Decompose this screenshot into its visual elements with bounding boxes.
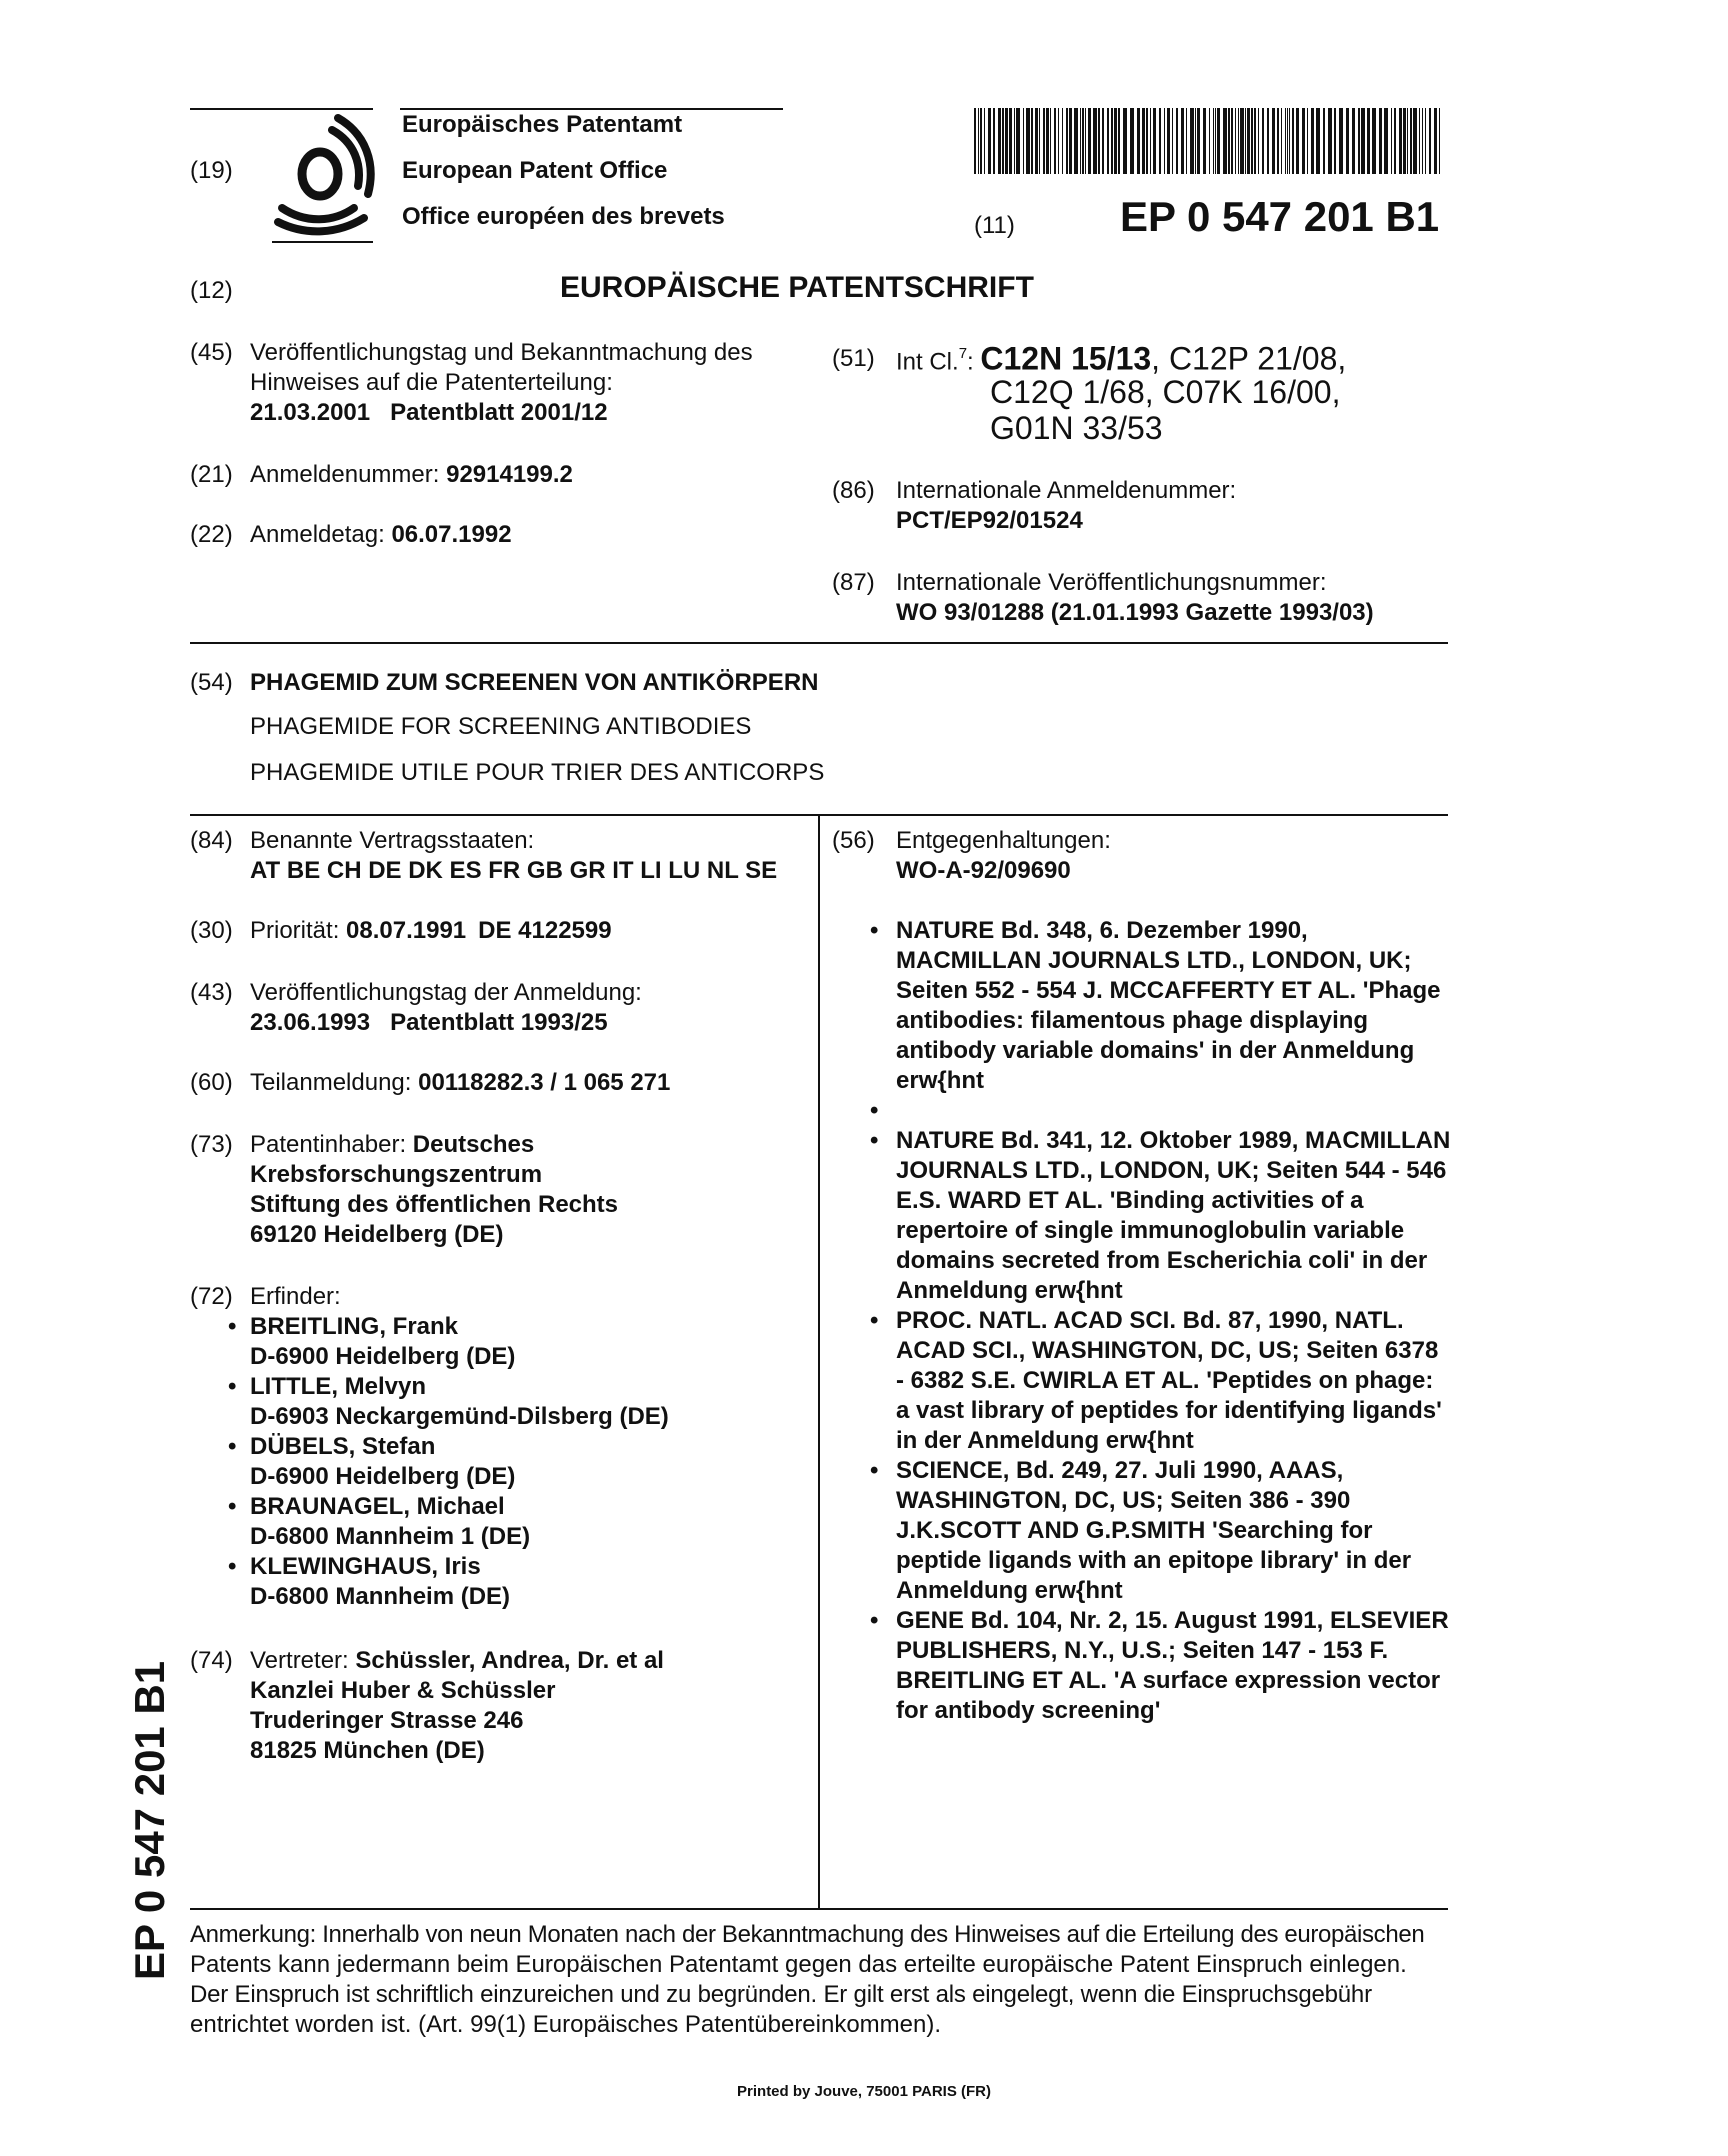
inventor-address: D-6800 Mannheim (DE) (250, 1583, 511, 1610)
field-43-value (250, 1008, 608, 1038)
field-21-label: Anmeldenummer: (250, 461, 440, 488)
inventor-address: D-6900 Heidelberg (DE) (250, 1343, 516, 1370)
int-cl-line1: Int Cl.$^7$: C12N 15/13, C12P 21/08, (896, 340, 1347, 377)
field-87-label: Internationale Veröffentlichungsnummer: (896, 569, 1327, 596)
field-43-bulletin: Patentblatt 1993/25 (390, 1009, 608, 1036)
citation-line: Anmeldung erw{hnt (896, 1577, 1123, 1604)
field-30 (250, 916, 612, 946)
printer-footer: Printed by Jouve, 75001 PARIS (FR) (737, 2083, 991, 2100)
bullet-icon: • (228, 1373, 237, 1400)
bullet-icon: • (228, 1493, 237, 1520)
citation-line: for antibody screening' (896, 1697, 1161, 1724)
barcode-icon (974, 108, 1442, 174)
citation-line: antibodies: filamentous phage displaying (896, 1007, 1369, 1034)
inventor-name: BRAUNAGEL, Michael (250, 1493, 505, 1520)
citation-line: J.K.SCOTT AND G.P.SMITH 'Searching for (896, 1517, 1373, 1544)
citation-line: in der Anmeldung erw{hnt (896, 1427, 1194, 1454)
representative-line4: 81825 München (DE) (250, 1737, 485, 1764)
bullet-icon: • (870, 1127, 879, 1154)
inventor-address: D-6903 Neckargemünd-Dilsberg (DE) (250, 1403, 669, 1430)
inid-51: (51) (832, 345, 875, 372)
inid-21: (21) (190, 461, 233, 488)
citation-list (870, 916, 1456, 1726)
publication-number: EP 0 547 201 B1 (1120, 193, 1440, 240)
inventor-address: D-6900 Heidelberg (DE) (250, 1463, 516, 1490)
citation-line: MACMILLAN JOURNALS LTD., LONDON, UK; (896, 947, 1412, 974)
field-43-label: Veröffentlichungstag der Anmeldung: (250, 979, 642, 1006)
field-74-label: Vertreter: (250, 1647, 349, 1674)
citation-line: erw{hnt (896, 1067, 985, 1094)
inid-87: (87) (832, 569, 875, 596)
inid-12: (12) (190, 277, 233, 304)
citation-line: Seiten 552 - 554 J. MCCAFFERTY ET AL. 'Phage (896, 977, 1441, 1004)
inid-84: (84) (190, 827, 233, 854)
inventor-item (228, 1372, 669, 1432)
citation-line: JOURNALS LTD., LONDON, UK; Seiten 544 - 546 (896, 1157, 1447, 1184)
citation-line: NATURE Bd. 341, 12. Oktober 1989, MACMILLAN (896, 1127, 1451, 1154)
inventor-address: D-6800 Mannheim 1 (DE) (250, 1523, 531, 1550)
field-22 (250, 520, 512, 550)
inid-43: (43) (190, 979, 233, 1006)
application-number: 92914199.2 (446, 461, 573, 488)
inventor-item (228, 1492, 669, 1552)
priority-date: 08.07.1991 (346, 917, 467, 944)
citation-item (870, 1096, 1456, 1126)
proprietor-line3: Stiftung des öffentlichen Rechts (250, 1191, 619, 1218)
note-line: entrichtet worden ist. (Art. 99(1) Europäisches Patentübereinkommen). (190, 2011, 942, 2038)
column-divider (818, 814, 820, 1910)
representative-line2: Kanzlei Huber & Schüssler (250, 1677, 556, 1704)
inid-86: (86) (832, 477, 875, 504)
inid-60: (60) (190, 1069, 233, 1096)
field-86-label: Internationale Anmeldenummer: (896, 477, 1237, 504)
inid-22: (22) (190, 521, 233, 548)
filing-date: 06.07.1992 (391, 521, 512, 548)
field-86-value: PCT/EP92/01524 (896, 507, 1083, 534)
field-56-label: Entgegenhaltungen: (896, 827, 1111, 854)
side-publication-number: EP 0 547 201 B1 (126, 1660, 173, 1980)
note-line: Der Einspruch ist schriftlich einzureichen und zu begründen. Er gilt erst als eingelegt, wenn die Einspruchsgebühr (190, 1981, 1372, 2008)
citation-item (870, 1606, 1456, 1726)
bullet-icon: • (870, 917, 879, 944)
citation-line: BREITLING ET AL. 'A surface expression vector (896, 1667, 1441, 1694)
field-73-label: Patentinhaber: (250, 1131, 407, 1158)
citation-line: E.S. WARD ET AL. 'Binding activities of a (896, 1187, 1364, 1214)
title-de: PHAGEMID ZUM SCREENEN VON ANTIKÖRPERN (250, 669, 819, 696)
document-type-title: EUROPÄISCHE PATENTSCHRIFT (560, 271, 1034, 304)
field-30-label: Priorität: (250, 917, 340, 944)
representative-line3: Truderinger Strasse 246 (250, 1707, 524, 1734)
citation-item (870, 916, 1456, 1096)
designated-states: AT BE CH DE DK ES FR GB GR IT LI LU NL SE (250, 857, 778, 884)
proprietor-line1: Deutsches (412, 1131, 535, 1158)
bullet-icon: • (870, 1307, 879, 1334)
citation-line: ACAD SCI., WASHINGTON, DC, US; Seiten 6378 (896, 1337, 1439, 1364)
inid-19: (19) (190, 157, 233, 184)
inid-45: (45) (190, 339, 233, 366)
bullet-icon: • (228, 1313, 237, 1340)
citation-line: antibody variable domains' in der Anmeldung (896, 1037, 1415, 1064)
inventor-name: BREITLING, Frank (250, 1313, 459, 1340)
field-21 (250, 460, 573, 490)
field-43-date: 23.06.1993 (250, 1009, 371, 1036)
proprietor-line4: 69120 Heidelberg (DE) (250, 1221, 504, 1248)
inid-73: (73) (190, 1131, 233, 1158)
citation-line: domains secreted from Escherichia coli' in der (896, 1247, 1428, 1274)
bullet-icon: • (228, 1433, 237, 1460)
note-line: Patents kann jedermann beim Europäischen Patentamt gegen das erteilte europäische Patent Einspruch einlegen. (190, 1951, 1407, 1978)
inid-56: (56) (832, 827, 875, 854)
inid-30: (30) (190, 917, 233, 944)
citation-item (870, 1456, 1456, 1606)
field-45-bulletin: Patentblatt 2001/12 (390, 399, 608, 426)
field-60 (250, 1068, 670, 1098)
citation-line: SCIENCE, Bd. 249, 27. Juli 1990, AAAS, (896, 1457, 1344, 1484)
field-84-label: Benannte Vertragsstaaten: (250, 827, 535, 854)
bullet-icon: • (228, 1553, 237, 1580)
representative-line1: Schüssler, Andrea, Dr. et al (355, 1647, 664, 1674)
inventor-name: DÜBELS, Stefan (250, 1433, 436, 1460)
citation-line: GENE Bd. 104, Nr. 2, 15. August 1991, ELSEVIER (896, 1607, 1449, 1634)
divisional-application: 00118282.3 / 1 065 271 (418, 1069, 671, 1096)
citation-line: WASHINGTON, DC, US; Seiten 386 - 390 (896, 1487, 1351, 1514)
field-45-line2: Hinweises auf die Patenterteilung: (250, 369, 613, 396)
int-cl-label: Int Cl. (896, 348, 959, 376)
field-74 (250, 1646, 664, 1676)
citation-line: NATURE Bd. 348, 6. Dezember 1990, (896, 917, 1308, 944)
citation-line: PROC. NATL. ACAD SCI. Bd. 87, 1990, NATL. (896, 1307, 1404, 1334)
citation-line: PUBLISHERS, N.Y., U.S.; Seiten 147 - 153 F. (896, 1637, 1389, 1664)
field-22-label: Anmeldetag: (250, 521, 385, 548)
inid-54: (54) (190, 669, 233, 696)
header-top-rule-left (190, 108, 373, 110)
citation-line: a vast library of peptides for identifying ligands' (896, 1397, 1442, 1424)
field-73 (250, 1130, 534, 1160)
inventor-item (228, 1312, 669, 1372)
proprietor-line2: Krebsforschungszentrum (250, 1161, 543, 1188)
office-name-de: Europäisches Patentamt (402, 111, 683, 138)
note-line: Anmerkung: Innerhalb von neun Monaten nach der Bekanntmachung des Hinweises auf die Erteilung des europäischen (190, 1921, 1425, 1948)
field-60-label: Teilanmeldung: (250, 1069, 412, 1096)
field-45-value (250, 398, 608, 428)
field-45-date: 21.03.2001 (250, 399, 371, 426)
priority-number: DE 4122599 (478, 917, 612, 944)
int-cl-sup: 7 (958, 345, 968, 362)
inid-74: (74) (190, 1647, 233, 1674)
field-45-line1: Veröffentlichungstag und Bekanntmachung des (250, 339, 753, 366)
title-fr: PHAGEMIDE UTILE POUR TRIER DES ANTICORPS (250, 759, 825, 786)
inventor-list (228, 1312, 669, 1612)
inventor-item (228, 1552, 669, 1612)
citation-line: - 6382 S.E. CWIRLA ET AL. 'Peptides on phage: (896, 1367, 1434, 1394)
citation-line: repertoire of single immunoglobulin variable (896, 1217, 1405, 1244)
citation-line: Anmeldung erw{hnt (896, 1277, 1123, 1304)
int-cl-rest1: , C12P 21/08, (1151, 340, 1347, 377)
inventor-name: KLEWINGHAUS, Iris (250, 1553, 481, 1580)
inid-72: (72) (190, 1283, 233, 1310)
citation-line: peptide ligands with an epitope library' in der (896, 1547, 1412, 1574)
citation-item (870, 1126, 1456, 1306)
bullet-icon: • (870, 1457, 879, 1484)
bullet-icon: • (870, 1607, 879, 1634)
office-name-fr: Office européen des brevets (402, 203, 725, 230)
office-name-en: European Patent Office (402, 157, 668, 184)
epo-logo-icon (272, 112, 376, 237)
title-en: PHAGEMIDE FOR SCREENING ANTIBODIES (250, 713, 752, 740)
int-cl-main: C12N 15/13 (980, 340, 1152, 377)
int-cl-line3: G01N 33/53 (990, 410, 1163, 446)
citation-first: WO-A-92/09690 (896, 857, 1071, 884)
bullet-icon: • (870, 1097, 879, 1124)
header-bottom-rule-left (272, 241, 373, 243)
inid-11: (11) (974, 212, 1015, 239)
rule-above-title (190, 642, 1448, 644)
citation-item (870, 1306, 1456, 1456)
inventor-item (228, 1432, 669, 1492)
opposition-note (190, 1920, 1460, 2040)
rule-above-note (190, 1908, 1448, 1910)
int-cl-line2: C12Q 1/68, C07K 16/00, (990, 374, 1341, 410)
field-72-label: Erfinder: (250, 1283, 341, 1310)
inventor-name: LITTLE, Melvyn (250, 1373, 427, 1400)
field-87-value: WO 93/01288 (21.01.1993 Gazette 1993/03) (896, 599, 1374, 626)
